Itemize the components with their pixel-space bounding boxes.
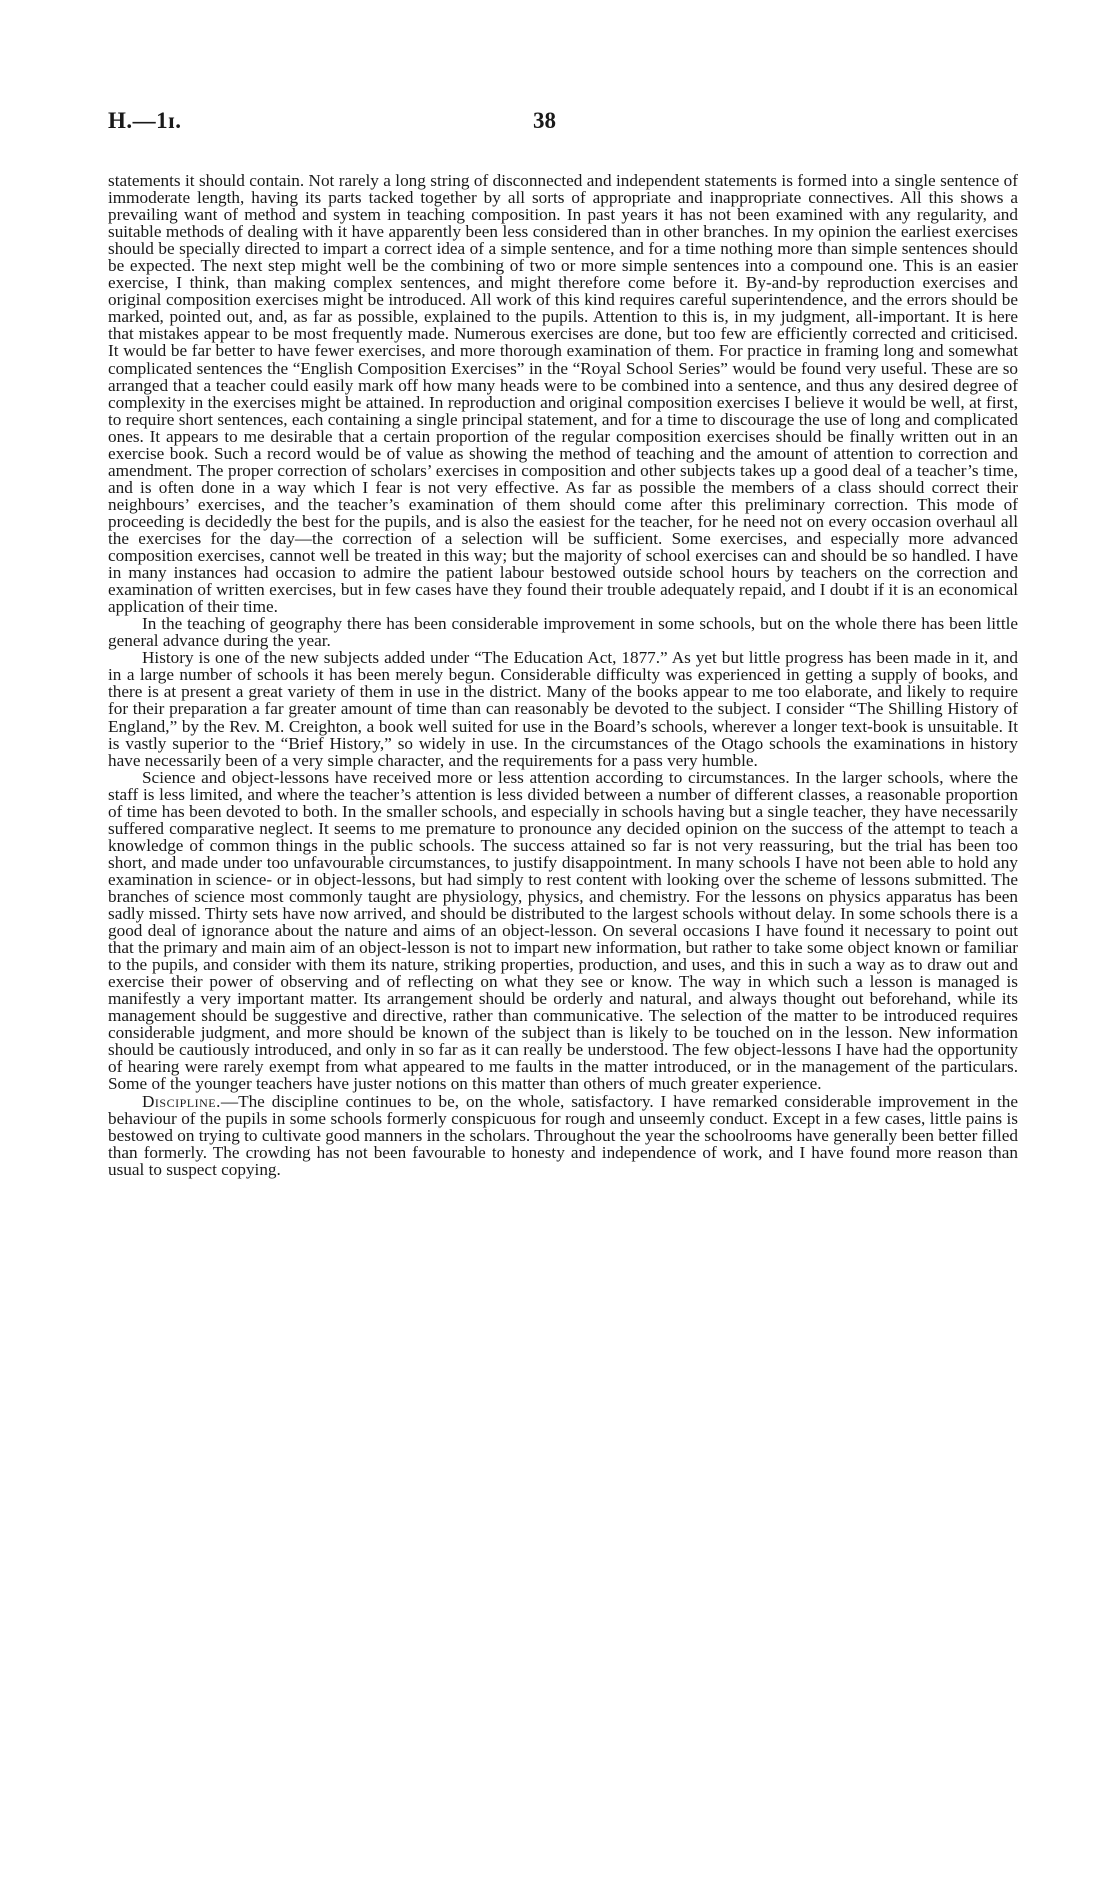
section-heading-discipline: Discipline.	[142, 1091, 221, 1111]
paragraph-discipline-text: —The discipline continues to be, on the whole, satisfactory. I have remarked considerable improvement in the behaviour of the pupils in some schools formerly conspicuous for rough and unseemly conduct. Except in a few cases, little pains is bestowed on trying to cultivate good manners in the scholars. Throughout the year the schoolrooms have generally been better filled than formerly. The crowding has not been favourable to honesty and independence of work, and I have found more reason than usual to suspect copying.	[108, 1091, 1018, 1179]
paragraph-science: Science and object-lessons have received more or less attention according to circumstances. In the larger schools, where the staff is less limited, and where the teacher’s attention is less divided between a number of different classes, a reasonable proportion of time has been devoted to both. In the smaller schools, and especially in schools having but a single teacher, they have necessarily suffered comparative neglect. It seems to me premature to pronounce any decided opinion on the success of the attempt to teach a knowledge of common things in the public schools. The success attained so far is not very reassuring, but the trial has been too short, and made under too unfavourable circumstances, to justify disappointment. In many schools I have not been able to hold any examination in science- or in object-lessons, but had simply to rest content with looking over the scheme of lessons submitted. The branches of science most commonly taught are physiology, physics, and chemistry. For the lessons on physics apparatus has been sadly missed. Thirty sets have now arrived, and should be distributed to the largest schools without delay. In some schools there is a good deal of ignorance about the nature and aims of an object-lesson. On several occasions I have found it necessary to point out that the primary and main aim of an object-lesson is not to impart new information, but rather to take some object known or familiar to the pupils, and consider with them its nature, striking properties, production, and uses, and this in such a way as to draw out and exercise their power of observing and of reflecting on what they see or know. The way in which such a lesson is managed is manifestly a very important matter. Its arrangement should be orderly and natural, and always thought out beforehand, while its management should be suggestive and directive, rather than communicative. The selection of the matter to be introduced requires considerable judgment, and more should be known of the subject than is likely to be touched on in the lesson. New information should be cautiously introduced, and only in so far as it can really be understood. The few object-lessons I have had the opportunity of hearing were rarely exempt from what appeared to me faults in the matter introduced, or in the management of the particulars. Some of the younger teachers have juster notions on this matter than others of much greater experience.	[108, 767, 1018, 1094]
paragraph-discipline	[108, 1093, 1018, 1178]
document-reference: H.—1ɪ.	[108, 108, 182, 133]
body-text	[108, 172, 1018, 1178]
paragraph-history: History is one of the new subjects added under “The Education Act, 1877.” As yet but little progress has been made in it, and in a large number of schools it has been merely begun. Considerable difficulty was experienced in getting a supply of books, and there is at present a great variety of them in use in the district. Many of the books appear to me too elaborate, and likely to require for their preparation a far greater amount of time than can reasonably be devoted to the subject. I consider “The Shilling History of England,” by the Rev. M. Creighton, a book well suited for use in the Board’s schools, wherever a longer text-book is unsuitable. It is vastly superior to the “Brief History,” so widely in use. In the circumstances of the Otago schools the examinations in history have necessarily been of a very simple character, and the requirements for a pass very humble.	[108, 648, 1018, 770]
paragraph-composition: statements it should contain. Not rarely a long string of disconnected and independent statements is formed into a single sentence of immoderate length, having its parts tacked together by all sorts of appropriate and inappropriate connectives. All this shows a prevailing want of method and system in teaching composition. In past years it has not been examined with any regularity, and suitable methods of dealing with it have apparently been less considered than in other branches. In my opinion the earliest exercises should be specially directed to impart a correct idea of a simple sentence, and for a time nothing more than simple sentences should be expected. The next step might well be the combining of two or more simple sentences into a compound one. This is an easier exercise, I think, than making complex sentences, and might therefore come before it. By-and-by reproduction exercises and original composition exercises might be introduced. All work of this kind requires careful superintendence, and the errors should be marked, pointed out, and, as far as possible, explained to the pupils. Attention to this is, in my judgment, all-important. It is here that mistakes appear to be most frequently made. Numerous exercises are done, but too few are efficiently corrected and criticised. It would be far better to have fewer exercises, and more thorough examination of them. For practice in framing long and somewhat complicated sentences the “English Composition Exercises” in the “Royal School Series” would be found very useful. These are so arranged that a teacher could easily mark off how many heads were to be combined into a sentence, and thus any desired degree of complexity in the exercises might be attained. In reproduction and original composition exercises I believe it would be well, at first, to require short sentences, each containing a single principal statement, and for a time to discourage the use of long and complicated ones. It appears to me desirable that a certain proportion of the regular composition exercises should be finally written out in an exercise book. Such a record would be of value as showing the method of teaching and the amount of attention to correction and amendment. The proper correction of scholars’ exercises in composition and other subjects takes up a good deal of a teacher’s time, and is often done in a way which I fear is not very effective. As far as possible the members of a class should correct their neighbours’ exercises, and the teacher’s examination of them should come after this preliminary correction. This mode of proceeding is decidedly the best for the pupils, and is also the easiest for the teacher, for he need not on every occasion overhaul all the exercises for the day—the correction of a selection will be sufficient. Some exercises, and especially more advanced composition exercises, cannot well be treated in this way; but the majority of school exercises can and should be so handled. I have in many instances had occasion to admire the patient labour bestowed outside school hours by teachers on the correction and examination of written exercises, but in few cases have they found their trouble adequately repaid, and I doubt if it is an economical application of their time.	[108, 171, 1018, 617]
page-number: 38	[533, 108, 556, 133]
page-header	[108, 108, 1018, 144]
paragraph-geography: In the teaching of geography there has been considerable improvement in some schools, but on the whole there has been little general advance during the year.	[108, 614, 1018, 651]
